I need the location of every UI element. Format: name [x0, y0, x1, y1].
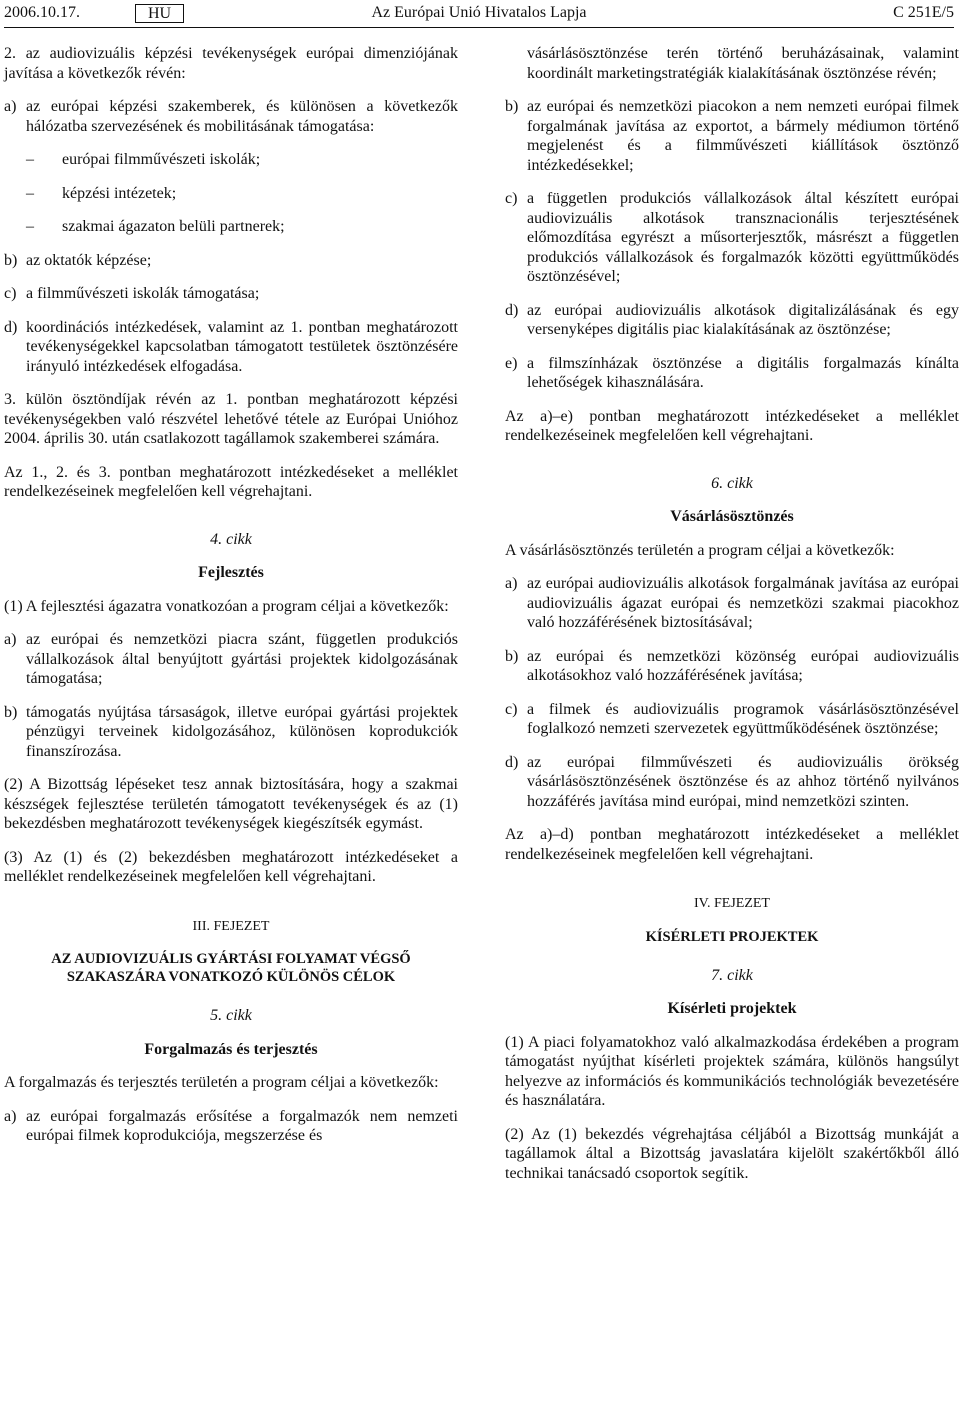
article-7-para-1: (1) A piaci folyamatokhoz való alkalmazkodása érdekében a program támogatást nyújthat kísérleti projektek számára, különös hangsúlyt helyezve az információs és kommunikációs technológiák bevezetésére és használatára.: [505, 1033, 959, 1109]
article-4-para-3: (3) Az (1) és (2) bekezdésben meghatározott intézkedéseket a melléklet rendelkezéseinek megfelelően kell végrehajtani.: [4, 848, 458, 885]
header-date: 2006.10.17.: [4, 4, 80, 21]
chapter-4-title: KÍSÉRLETI PROJEKTEK: [645, 928, 819, 945]
article-5-title: Forgalmazás és terjesztés: [144, 1040, 318, 1058]
chapter-3-label: III. FEJEZET: [192, 918, 270, 934]
article-6-item-b: b) az európai és nemzetközi közönség európai audiovizuális alkotásokhoz való hozzáférésének javítása;: [505, 647, 959, 684]
right-item-c: c) a független produkciós vállalkozások által készített európai audiovizuális alkotások transznacionális terjesztésének előmozdítása egyrészt a műsorterjesztők, másrészt a független produkciós vállalkozások és forgalmazók közötti együttműködés ösztönzésével;: [505, 190, 959, 285]
dash-item-3: – szakmai ágazaton belüli partnerek;: [26, 218, 285, 235]
article-7-title: Kísérleti projektek: [667, 1000, 797, 1017]
paragraph-implementation: Az 1., 2. és 3. pontban meghatározott intézkedéseket a melléklet rendelkezéseinek megfelelően kell végrehajtani.: [4, 463, 458, 500]
paragraph-2: 2. az audiovizuális képzési tevékenységek európai dimenziójának javítása a következők révén:: [4, 45, 458, 82]
article-6-label: 6. cikk: [711, 474, 753, 492]
article-6-para-1: A vásárlásösztönzés területén a program céljai a következők:: [505, 541, 895, 559]
article-4-item-b: b) támogatás nyújtása társaságok, illetve európai gyártási projektek pénzügyi terveinek kidolgozásához, különösen koprodukciók finanszírozása.: [4, 703, 458, 760]
article-4-title: Fejlesztés: [198, 564, 264, 581]
article-6-item-d: d) az európai filmművészeti és audiovizuális örökség vásárlásösztönzésének ösztönzése és az ahhoz történő nyilvános hozzáférés javítása mind európai, mind nemzetközi szinten.: [505, 753, 959, 810]
article-6-item-c: c) a filmek és audiovizuális programok vásárlásösztönzésével foglalkozó nemzeti szervezetek együttműködésének ösztönzése;: [505, 700, 959, 737]
paragraph-implementation-a-d: Az a)–d) pontban meghatározott intézkedéseket a melléklet rendelkezéseinek megfelelően kell végrehajtani.: [505, 826, 959, 863]
list-item-a: a) az európai képzési szakemberek, és különösen a következők hálózatba szervezésének és mobilitásának támogatása:: [4, 98, 458, 135]
article-5-label: 5. cikk: [210, 1007, 252, 1024]
page-header: [4, 3, 954, 25]
list-item-c: c) a filmművészeti iskolák támogatása;: [4, 285, 260, 302]
list-item-d: d) koordinációs intézkedések, valamint az 1. pontban meghatározott tevékenységekkel kapcsolatban támogatott testületek ösztönzésére irányuló intézkedések elfogadása.: [4, 318, 458, 375]
paragraph-implementation-a-e: Az a)–e) pontban meghatározott intézkedéseket a melléklet rendelkezéseinek megfelelően kell végrehajtani.: [505, 407, 959, 444]
article-6-title: Vásárlásösztönzés: [670, 508, 794, 525]
right-item-d: d) az európai audiovizuális alkotások digitalizálásának és egy versenyképes digitális piac kialakításának az ösztönzése;: [505, 301, 959, 338]
dash-item-2: – képzési intézetek;: [26, 184, 177, 202]
header-rule: [4, 27, 954, 28]
article-6-item-a: a) az európai audiovizuális alkotások forgalmának javítása az európai audiovizuális ágazat európai és nemzetközi szakmai piacokhoz való hozzáférésének biztosításával;: [505, 575, 959, 631]
article-7-para-2: (2) Az (1) bekezdés végrehajtása céljából a Bizottság munkáját a tagállamok által a Bizottság javaslatára kijelölt szakértőkből álló technikai tanácsadó csoportok segítik.: [505, 1125, 959, 1182]
right-column: [505, 44, 959, 1197]
right-item-b: b) az európai és nemzetközi piacokon a nem nemzeti európai filmek forgalmának javítása az exportot, a bármely médiumon történő megjelenést és a filmművészeti kiállítások ösztönző intézkedésekkel;: [505, 98, 959, 174]
header-journal-title: Az Európai Unió Hivatalos Lapja: [371, 4, 587, 21]
article-4-label: 4. cikk: [210, 530, 252, 548]
chapter-3-title: AZ AUDIOVIZUÁLIS GYÁRTÁSI FOLYAMAT VÉGSŐ SZAKASZÁRA VONATKOZÓ KÜLÖNÖS CÉLOK: [51, 951, 411, 985]
header-page-number: C 251E/5: [893, 4, 954, 21]
article-4-para-1: (1) A fejlesztési ágazatra vonatkozóan a program céljai a következők:: [4, 597, 449, 615]
dash-item-1: – európai filmművészeti iskolák;: [26, 151, 261, 168]
paragraph-3: 3. külön ösztöndíjak révén az 1. pontban meghatározott képzési tevékenységekben való részvétel lehetővé tétele az Európai Unióhoz 2004. április 30. után csatlakozott tagállamok szakemberei számára.: [4, 391, 458, 447]
article-7-label: 7. cikk: [711, 966, 753, 984]
article-5-item-a: a) az európai forgalmazás erősítése a forgalmazók nem nemzeti európai filmek koprodukciója, megszerzése és: [4, 1107, 458, 1144]
left-column: [4, 44, 458, 1160]
header-language-box: HU: [135, 4, 184, 23]
article-4-para-2: (2) A Bizottság lépéseket tesz annak biztosítására, hogy a szakmai készségek fejlesztése területén támogatott tevékenységek és az (1) bekezdésben meghatározott tevékenységek kiegészítsék egymást.: [4, 776, 458, 832]
list-item-b: b) az oktatók képzése;: [4, 251, 152, 269]
article-5-para-1: A forgalmazás és terjesztés területén a program céljai a következők:: [4, 1074, 439, 1091]
right-item-e: e) a filmszínházak ösztönzése a digitális forgalmazás kínálta lehetőségek kihasználására.: [505, 354, 959, 391]
chapter-4-label: IV. FEJEZET: [694, 896, 770, 911]
article-4-item-a: a) az európai és nemzetközi piacra szánt, független produkciós vállalkozások által benyújtott gyártási projektek kidolgozásának támogatása;: [4, 631, 458, 687]
continued-item-a: vásárlásösztönzése terén történő beruházásainak, valamint koordinált marketingstratégiák kialakításának ösztönzése révén;: [527, 45, 959, 82]
